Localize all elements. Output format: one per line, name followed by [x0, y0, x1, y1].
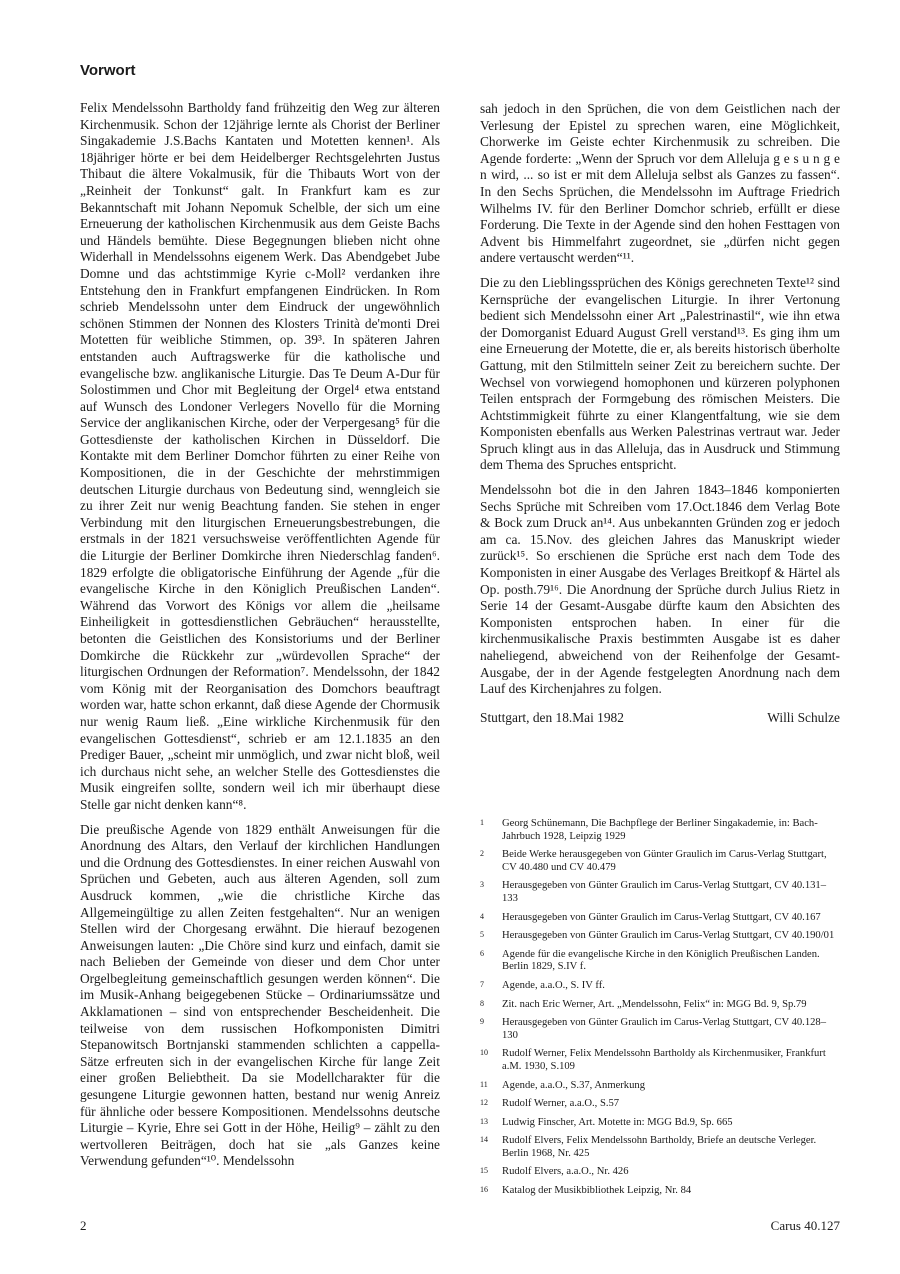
page-title: Vorwort [80, 62, 136, 79]
footnote [480, 999, 840, 1012]
signature-author: Willi Schulze [767, 709, 840, 725]
footnote-text: Rudolf Werner, Felix Mendelssohn Bartholdy als Kirchenmusiker, Frankfurt a.M. 1930, S.109 [502, 1048, 826, 1072]
footnote-text: Herausgegeben von Günter Graulich im Carus-Verlag Stuttgart, CV 40.128–130 [502, 1017, 827, 1041]
footnote [480, 880, 840, 905]
footnote-text: Ludwig Finscher, Art. Motette in: MGG Bd.9, Sp. 665 [502, 1116, 733, 1128]
footnote [480, 849, 840, 874]
footnote [480, 818, 840, 843]
footnote [480, 1098, 840, 1111]
footnote [480, 1080, 840, 1093]
footnote-text: Herausgegeben von Günter Graulich im Carus-Verlag Stuttgart, CV 40.131–133 [502, 880, 827, 904]
footnote-text: Agende, a.a.O., S.37, Anmerkung [502, 1079, 645, 1091]
footnote-text: Georg Schünemann, Die Bachpflege der Berliner Singakademie, in: Bach-Jahrbuch 1928, Leipzig 1929 [502, 818, 818, 842]
footnote-number: 14 [480, 1135, 488, 1145]
page-footer [80, 1218, 840, 1234]
footnote-number: 11 [480, 1079, 488, 1089]
footnote-number: 15 [480, 1166, 488, 1176]
footnote [480, 980, 840, 993]
footnote-text: Rudolf Elvers, a.a.O., Nr. 426 [502, 1166, 629, 1178]
paragraph: Felix Mendelssohn Bartholdy fand frühzeitig den Weg zur älteren Kirchenmusik. Schon der 12jährige lernte als Chorist der Berliner Singakademie J.S.Bachs Kantaten und Motetten kennen¹. Als 18jähriger hörte er bei dem Heidelberger Rechtsgelehrten Justus Thibaut die ältere Vokalmusik, für die Thibauts Wort von der „Reinheit der Tonkunst“ galt. In Frankfurt kam es zur Bekanntschaft mit Johann Nepomuk Schelble, der sich um eine Erneuerung der katholischen Kirchenmusik aus dem Geiste Bachs und Händels bemühte. Diese Begegnungen blieben nicht ohne Widerhall in Mendelssohns eigenem Werk. Das Abendgebet Jube Domne und das achtstimmige Kyrie c-Moll² verdanken ihre Entstehung den in Frankfurt empfangenen Eindrücken. In Rom schrieb Mendelssohn unter dem Eindruck der ungewöhnlich schönen Stimmen der Nonnen des Klosters Trinità de'monti Drei Motetten für weibliche Stimmen, op. 39³. In späteren Jahren entstanden auch Auftragswerke für die katholische und evangelische bzw. anglikanische Liturgie. Das Te Deum A-Dur für Solostimmen und Chor mit Begleitung der Orgel⁴ etwa entstand auf Wunsch des Londoner Verlegers Novello für die Morning Service der anglikanischen Kirche, oder der Verpergesang⁵ für die Gottesdienste der katholischen Kirchen in Düsseldorf. Die Kontakte mit dem Berliner Domchor führten zu einer Reihe von Kompositionen, die in der Geschichte der mehrstimmigen deutschen Liturgie durchaus von Bedeutung sind, wenngleich sie zu ihrer Zeit nur wenig Beachtung fanden. Sie stehen in enger Verbindung mit den liturgischen Erneuerungsbestrebungen, die erstmals in der 1821 versuchsweise veröffentlichten Agende für die Liturgie der Berliner Domkirche ihren Niederschlag fanden⁶. 1829 erfolgte die obligatorische Einführung der Agende „für die evangelische Kirche in den Königlich Preußischen Landen“. Während das Vorwort des Königs vor allem die „heilsame Einheiligkeit in gottesdienstlichen Gebräuchen“ herausstellte, betonten die Geistlichen des Konsistoriums und der Berliner Domkirche die Rückkehr zur „würdevollen Sprache“ der liturgischen Ordnungen der Reformation⁷. Mendelssohn, der 1842 vom König mit der Reorganisation des Domchors beauftragt worden war, hatte schon erkannt, daß diese Agende der Chormusik nur wenig Raum ließ. „Eine wirkliche Kirchenmusik für den evangelischen Gottesdienst“, schrieb er am 12.1.1835 an den Prediger Bauer, „scheint mir unmöglich, und zwar nicht bloß, weil ich durchaus nicht sehe, an welcher Stelle des Gottesdienstes die Musik eingreifen sollte, sondern weil ich mir überhaupt diese Stelle gar nicht denken kann“⁸. [80, 100, 440, 812]
footnotes [480, 818, 840, 1204]
footnote [480, 1048, 840, 1073]
catalog-number: Carus 40.127 [770, 1218, 840, 1233]
footnote [480, 1166, 840, 1179]
footnote-text: Zit. nach Eric Werner, Art. „Mendelssohn, Felix“ in: MGG Bd. 9, Sp.79 [502, 998, 807, 1010]
footnote [480, 1135, 840, 1160]
footnote [480, 1017, 840, 1042]
footnote-number: 6 [480, 948, 484, 958]
footnote-text: Rudolf Werner, a.a.O., S.57 [502, 1098, 620, 1110]
page-number: 2 [80, 1218, 87, 1233]
footnote-number: 3 [480, 880, 484, 890]
paragraph: sah jedoch in den Sprüchen, die von dem Geistlichen nach der Verlesung der Epistel zu sprechen waren, eine Möglichkeit, Chorwerke im Geiste echter Kirchenmusik zu schreiben. Die Agende forderte: „Wenn der Spruch vor dem Alleluja g e s u n g e n wird, ... so ist er mit dem Alleluja selbst als Ganzes zu fassen“. In den Sechs Sprüchen, die Mendelssohn im Auftrage Friedrich Wilhelms IV. für den Berliner Domchor schrieb, erfüllt er diese Forderung. Die Texte in der Agende sind den hohen Festtagen von Advent bis Himmelfahrt zugeordnet, sie „dürfen nicht gegen andere vertauscht werden“¹¹. [480, 101, 840, 266]
footnote-number: 16 [480, 1185, 488, 1195]
footnote [480, 930, 840, 943]
footnote-number: 2 [480, 849, 484, 859]
footnote-number: 7 [480, 979, 484, 989]
footnote-number: 13 [480, 1116, 488, 1126]
footnote [480, 949, 840, 974]
footnote-number: 5 [480, 930, 484, 940]
paragraph: Mendelssohn bot die in den Jahren 1843–1846 komponierten Sechs Sprüche mit Schreiben vom 17.Oct.1846 dem Verlag Bote & Bock zum Druck an¹⁴. Aus unbekannten Gründen zog er jedoch am ca. 15.Nov. des gleichen Jahres das Manuskript wieder zurück¹⁵. So erschienen die Sprüche erst nach dem Tode des Komponisten in einer Ausgabe des Verlages Breitkopf & Härtel als Op. posth.79¹⁶. Die Anordnung der Sprüche durch Julius Rietz in Serie 14 der Gesamt-Ausgabe dürfte kaum den Absichten des Komponisten entsprochen haben. In einer für die kirchenmusikalische Praxis bestimmten Ausgabe ist es daher naheliegend, abweichend von der Reihenfolge der Gesamt-Ausgabe, der in der Agende festgelegten Anordnung nach dem Lauf des Kirchenjahres zu folgen. [480, 482, 840, 697]
footnote-number: 9 [480, 1017, 484, 1027]
footnote [480, 1185, 840, 1198]
paragraph: Die zu den Lieblingssprüchen des Königs gerechneten Texte¹² sind Kernsprüche der evangelischen Liturgie. In ihrer Vertonung bedient sich Mendelssohn einer Art „Palestrinastil“, wie ihn etwa der Domorganist Eduard August Grell verstand¹³. Es ging ihm um eine Erneuerung der Motette, die er, als bereits historisch überholte Gattung, mit den Stilmitteln seiner Zeit zu bereichern suchte. Der Wechsel von vorwiegend homophonen und kürzeren polyphonen Teilen entsprach der Formgebung des römischen Meisters. Die Achtstimmigkeit führte zu einer Klangentfaltung, wie sie dem Komponisten ebenfalls aus Werken Palestrinas vertraut war. Jeder Spruch klingt aus in das Alleluja, das in Ausdruck und Stimmung dem Thema des Spruches entspricht. [480, 274, 840, 473]
footnote-number: 1 [480, 818, 484, 827]
footnote-number: 10 [480, 1048, 488, 1058]
right-column [480, 101, 840, 726]
paragraph: Die preußische Agende von 1829 enthält Anweisungen für die Anordnung des Altars, den Verlauf der kirchlichen Handlungen und die Ordnung des Gottesdienstes. In einer reichen Auswahl von Sprüchen und Gebeten, auch aus älteren Agenden, soll zum Ausdruck kommen, „wie die christliche Kirche das Allgemeingültige zu allen Zeiten festgehalten“. Nur an wenigen Stellen wird der Chorgesang erwähnt. Die hierauf bezogenen Anweisungen lauten: „Die Chöre sind kurz und einfach, damit sie nach Belieben der Gemeinde von dieser und dem Chor unter Orgelbegleitung gemeinschaftlich gesungen werden können“. Die im Musik-Anhang beigegebenen Stücke – Ordinariumssätze und Akklamationen – sind von entsprechender Bescheidenheit. Die teilweise von dem russischen Hofkomponisten Dimitri Stepanowitsch Bortnjanski stammenden schlichten a cappella-Sätze erfreuten sich in der evangelischen Kirche für lange Zeit einer großen Beliebtheit. Da sie Modellcharakter für die gesungene Liturgie gewonnen hatten, bestand nur wenig Anreiz für ähnliche oder bessere Kompositionen. Mendelssohns deutsche Liturgie – Kyrie, Ehre sei Gott in der Höhe, Heilig⁹ – zählt zu den wertvolleren Beiträgen, doch hat sie „als Ganzes keine Verwendung gefunden“¹⁰. Mendelssohn [80, 821, 440, 1169]
footnote-text: Herausgegeben von Günter Graulich im Carus-Verlag Stuttgart, CV 40.167 [502, 911, 821, 923]
footnote-number: 4 [480, 911, 484, 921]
left-column [80, 100, 440, 1178]
footnote-text: Rudolf Elvers, Felix Mendelssohn Bartholdy, Briefe an deutsche Verleger. Berlin 1968, Nr. 425 [502, 1135, 817, 1159]
footnote [480, 1117, 840, 1130]
footnote-text: Beide Werke herausgegeben von Günter Graulich im Carus-Verlag Stuttgart, CV 40.480 und CV 40.479 [502, 849, 827, 873]
signature [480, 710, 840, 727]
footnote-text: Agende, a.a.O., S. IV ff. [502, 979, 605, 991]
footnote-text: Herausgegeben von Günter Graulich im Carus-Verlag Stuttgart, CV 40.190/01 [502, 930, 835, 942]
footnote-text: Agende für die evangelische Kirche in den Königlich Preußischen Landen. Berlin 1829, S.IV f. [502, 948, 820, 973]
footnote-number: 12 [480, 1098, 488, 1108]
footnote-text: Katalog der Musikbibliothek Leipzig, Nr. 84 [502, 1185, 692, 1197]
signature-place-date: Stuttgart, den 18.Mai 1982 [480, 709, 624, 725]
footnote-number: 8 [480, 998, 484, 1008]
footnote [480, 912, 840, 925]
